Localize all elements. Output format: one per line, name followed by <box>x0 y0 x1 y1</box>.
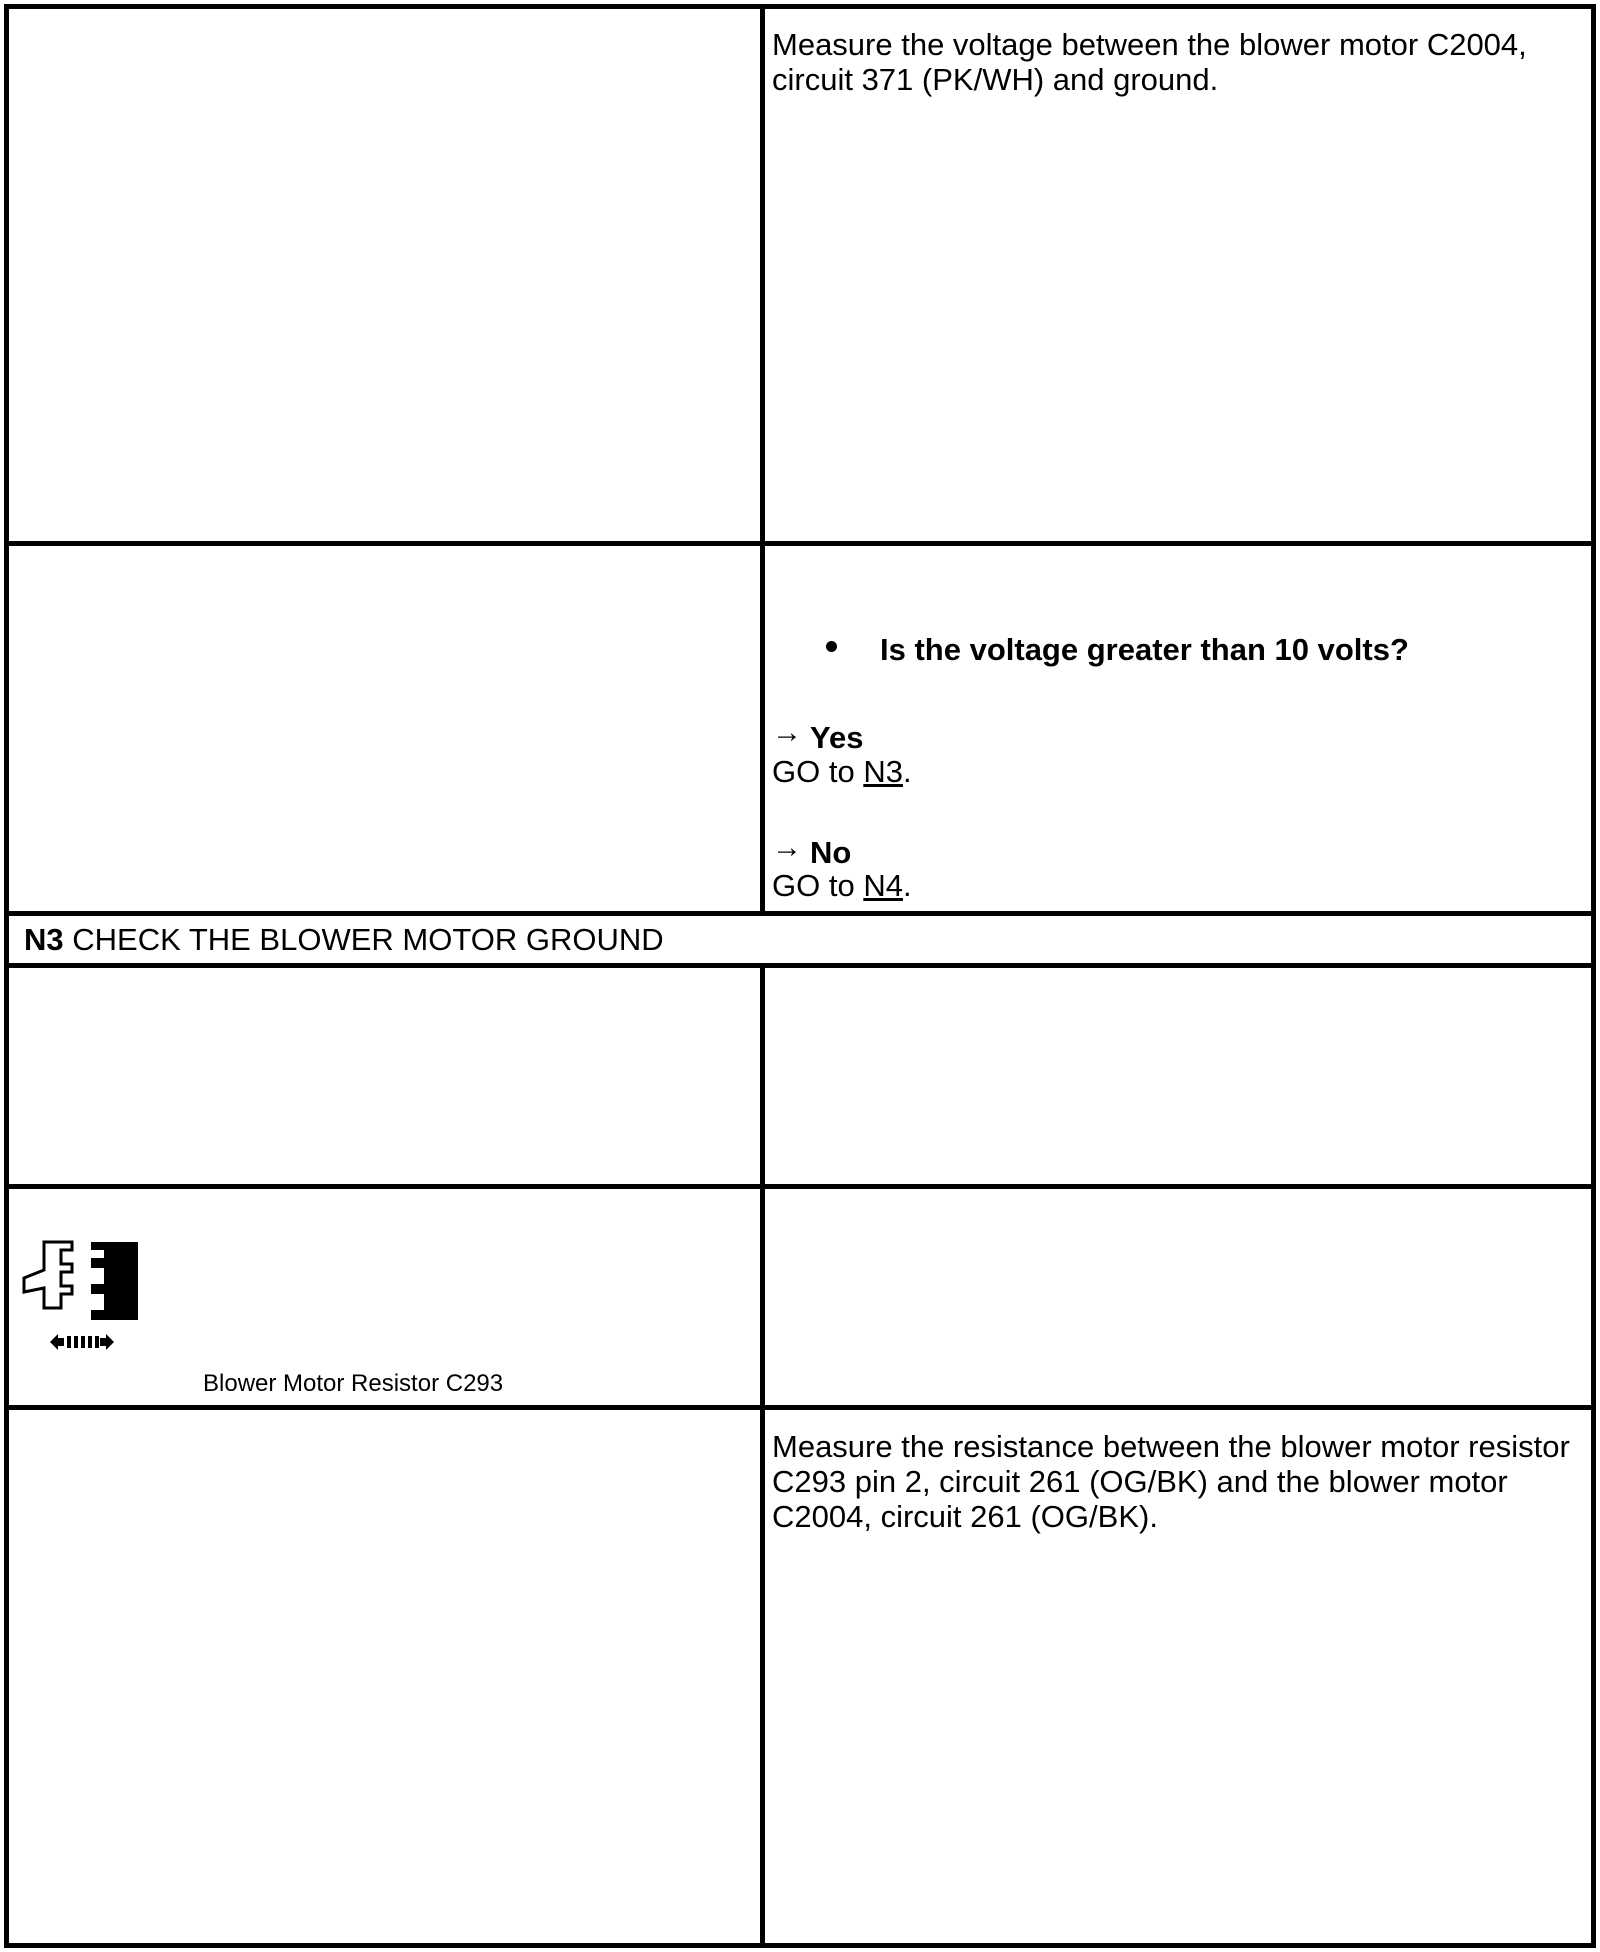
answer-yes-label: Yes <box>810 720 864 755</box>
disconnect-connector-icon <box>16 1236 146 1358</box>
arrow-right-icon: → <box>772 831 802 864</box>
resistance-measure-instruction: Measure the resistance between the blower motor resistor C293 pin 2, circuit 261 (OG/BK) and the blower motor C2004, circuit 261 (OG/BK). <box>772 1429 1570 1534</box>
table-border-right <box>1591 4 1596 1948</box>
column-divider <box>760 4 765 916</box>
answer-yes-action <box>772 754 912 789</box>
answer-no <box>772 833 851 870</box>
table-border-bottom <box>4 1943 1596 1948</box>
link-n3[interactable]: N3 <box>863 754 903 789</box>
step-title: CHECK THE BLOWER MOTOR GROUND <box>63 922 664 957</box>
go-to-prefix: GO to <box>772 754 864 789</box>
period: . <box>902 868 912 903</box>
row-divider <box>4 911 1596 916</box>
answer-no-action <box>772 868 912 903</box>
link-n4[interactable]: N4 <box>863 868 903 903</box>
table-border-left <box>4 4 9 1948</box>
row-divider <box>4 1405 1596 1410</box>
row-divider <box>4 1184 1596 1189</box>
step-id: N3 <box>24 922 64 957</box>
answer-no-label: No <box>810 835 852 870</box>
go-to-prefix: GO to <box>772 868 864 903</box>
question-text: Is the voltage greater than 10 volts? <box>880 632 1409 667</box>
voltage-measure-instruction: Measure the voltage between the blower motor C2004, circuit 371 (PK/WH) and ground. <box>772 27 1527 97</box>
table-border-top <box>4 4 1596 9</box>
row-divider <box>4 541 1596 546</box>
arrow-right-icon: → <box>772 716 802 749</box>
answer-yes <box>772 718 863 755</box>
bullet-icon <box>826 641 837 652</box>
period: . <box>902 754 912 789</box>
step-header <box>24 922 664 958</box>
connector-caption: Blower Motor Resistor C293 <box>203 1370 504 1397</box>
row-divider <box>4 963 1596 968</box>
column-divider <box>760 963 765 1948</box>
